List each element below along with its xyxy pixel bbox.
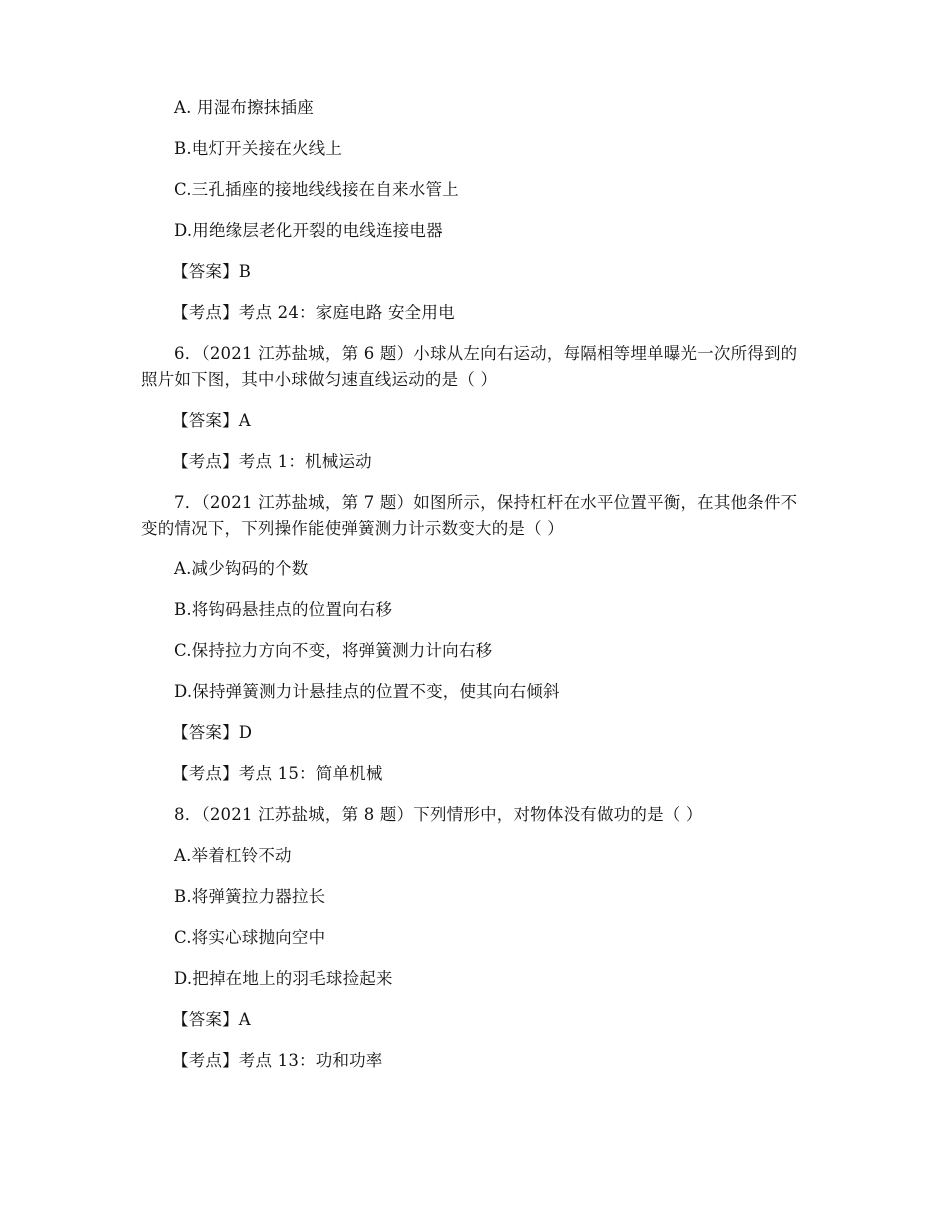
q6-stem-line1: 6．（2021 江苏盐城，第 6 题）小球从左向右运动，每隔相等埋单曝光一次所得到的: [174, 344, 798, 363]
q7-stem-line1: 7．（2021 江苏盐城，第 7 题）如图所示，保持杠杆在水平位置平衡，在其他条件不: [174, 493, 798, 512]
q8-stem-line1: 8．（2021 江苏盐城，第 8 题）下列情形中，对物体没有做功的是（ ）: [174, 805, 703, 824]
q7-answer: 【答案】D: [172, 723, 253, 742]
q8-option-d: D.把掉在地上的羽毛球捡起来: [174, 969, 393, 988]
q5-kaodian: 【考点】考点 24：家庭电路 安全用电: [172, 303, 455, 322]
q7-option-d: D.保持弹簧测力计悬挂点的位置不变，使其向右倾斜: [174, 682, 560, 701]
q7-option-b: B.将钩码悬挂点的位置向右移: [174, 600, 393, 619]
q6-answer: 【答案】A: [172, 411, 251, 430]
q5-option-c: C.三孔插座的接地线线接在自来水管上: [174, 180, 459, 199]
q7-option-a: A.减少钩码的个数: [174, 559, 309, 578]
q8-option-a: A.举着杠铃不动: [174, 846, 292, 865]
q5-option-b: B.电灯开关接在火线上: [174, 139, 343, 158]
q6-kaodian: 【考点】考点 1：机械运动: [172, 452, 372, 471]
q7-option-c: C.保持拉力方向不变，将弹簧测力计向右移: [174, 641, 493, 660]
q5-answer: 【答案】B: [172, 262, 252, 281]
q8-option-c: C.将实心球抛向空中: [174, 928, 326, 947]
q8-option-b: B.将弹簧拉力器拉长: [174, 887, 326, 906]
q6-stem-line2: 照片如下图，其中小球做匀速直线运动的是（ ）: [141, 370, 498, 389]
q8-kaodian: 【考点】考点 13：功和功率: [172, 1051, 383, 1070]
q8-answer: 【答案】A: [172, 1010, 251, 1029]
q5-option-a: A. 用湿布擦抹插座: [174, 98, 314, 117]
q7-kaodian: 【考点】考点 15：简单机械: [172, 764, 383, 783]
q7-stem-line2: 变的情况下，下列操作能使弹簧测力计示数变大的是（ ）: [141, 519, 564, 538]
q5-option-d: D.用绝缘层老化开裂的电线连接电器: [174, 221, 443, 240]
